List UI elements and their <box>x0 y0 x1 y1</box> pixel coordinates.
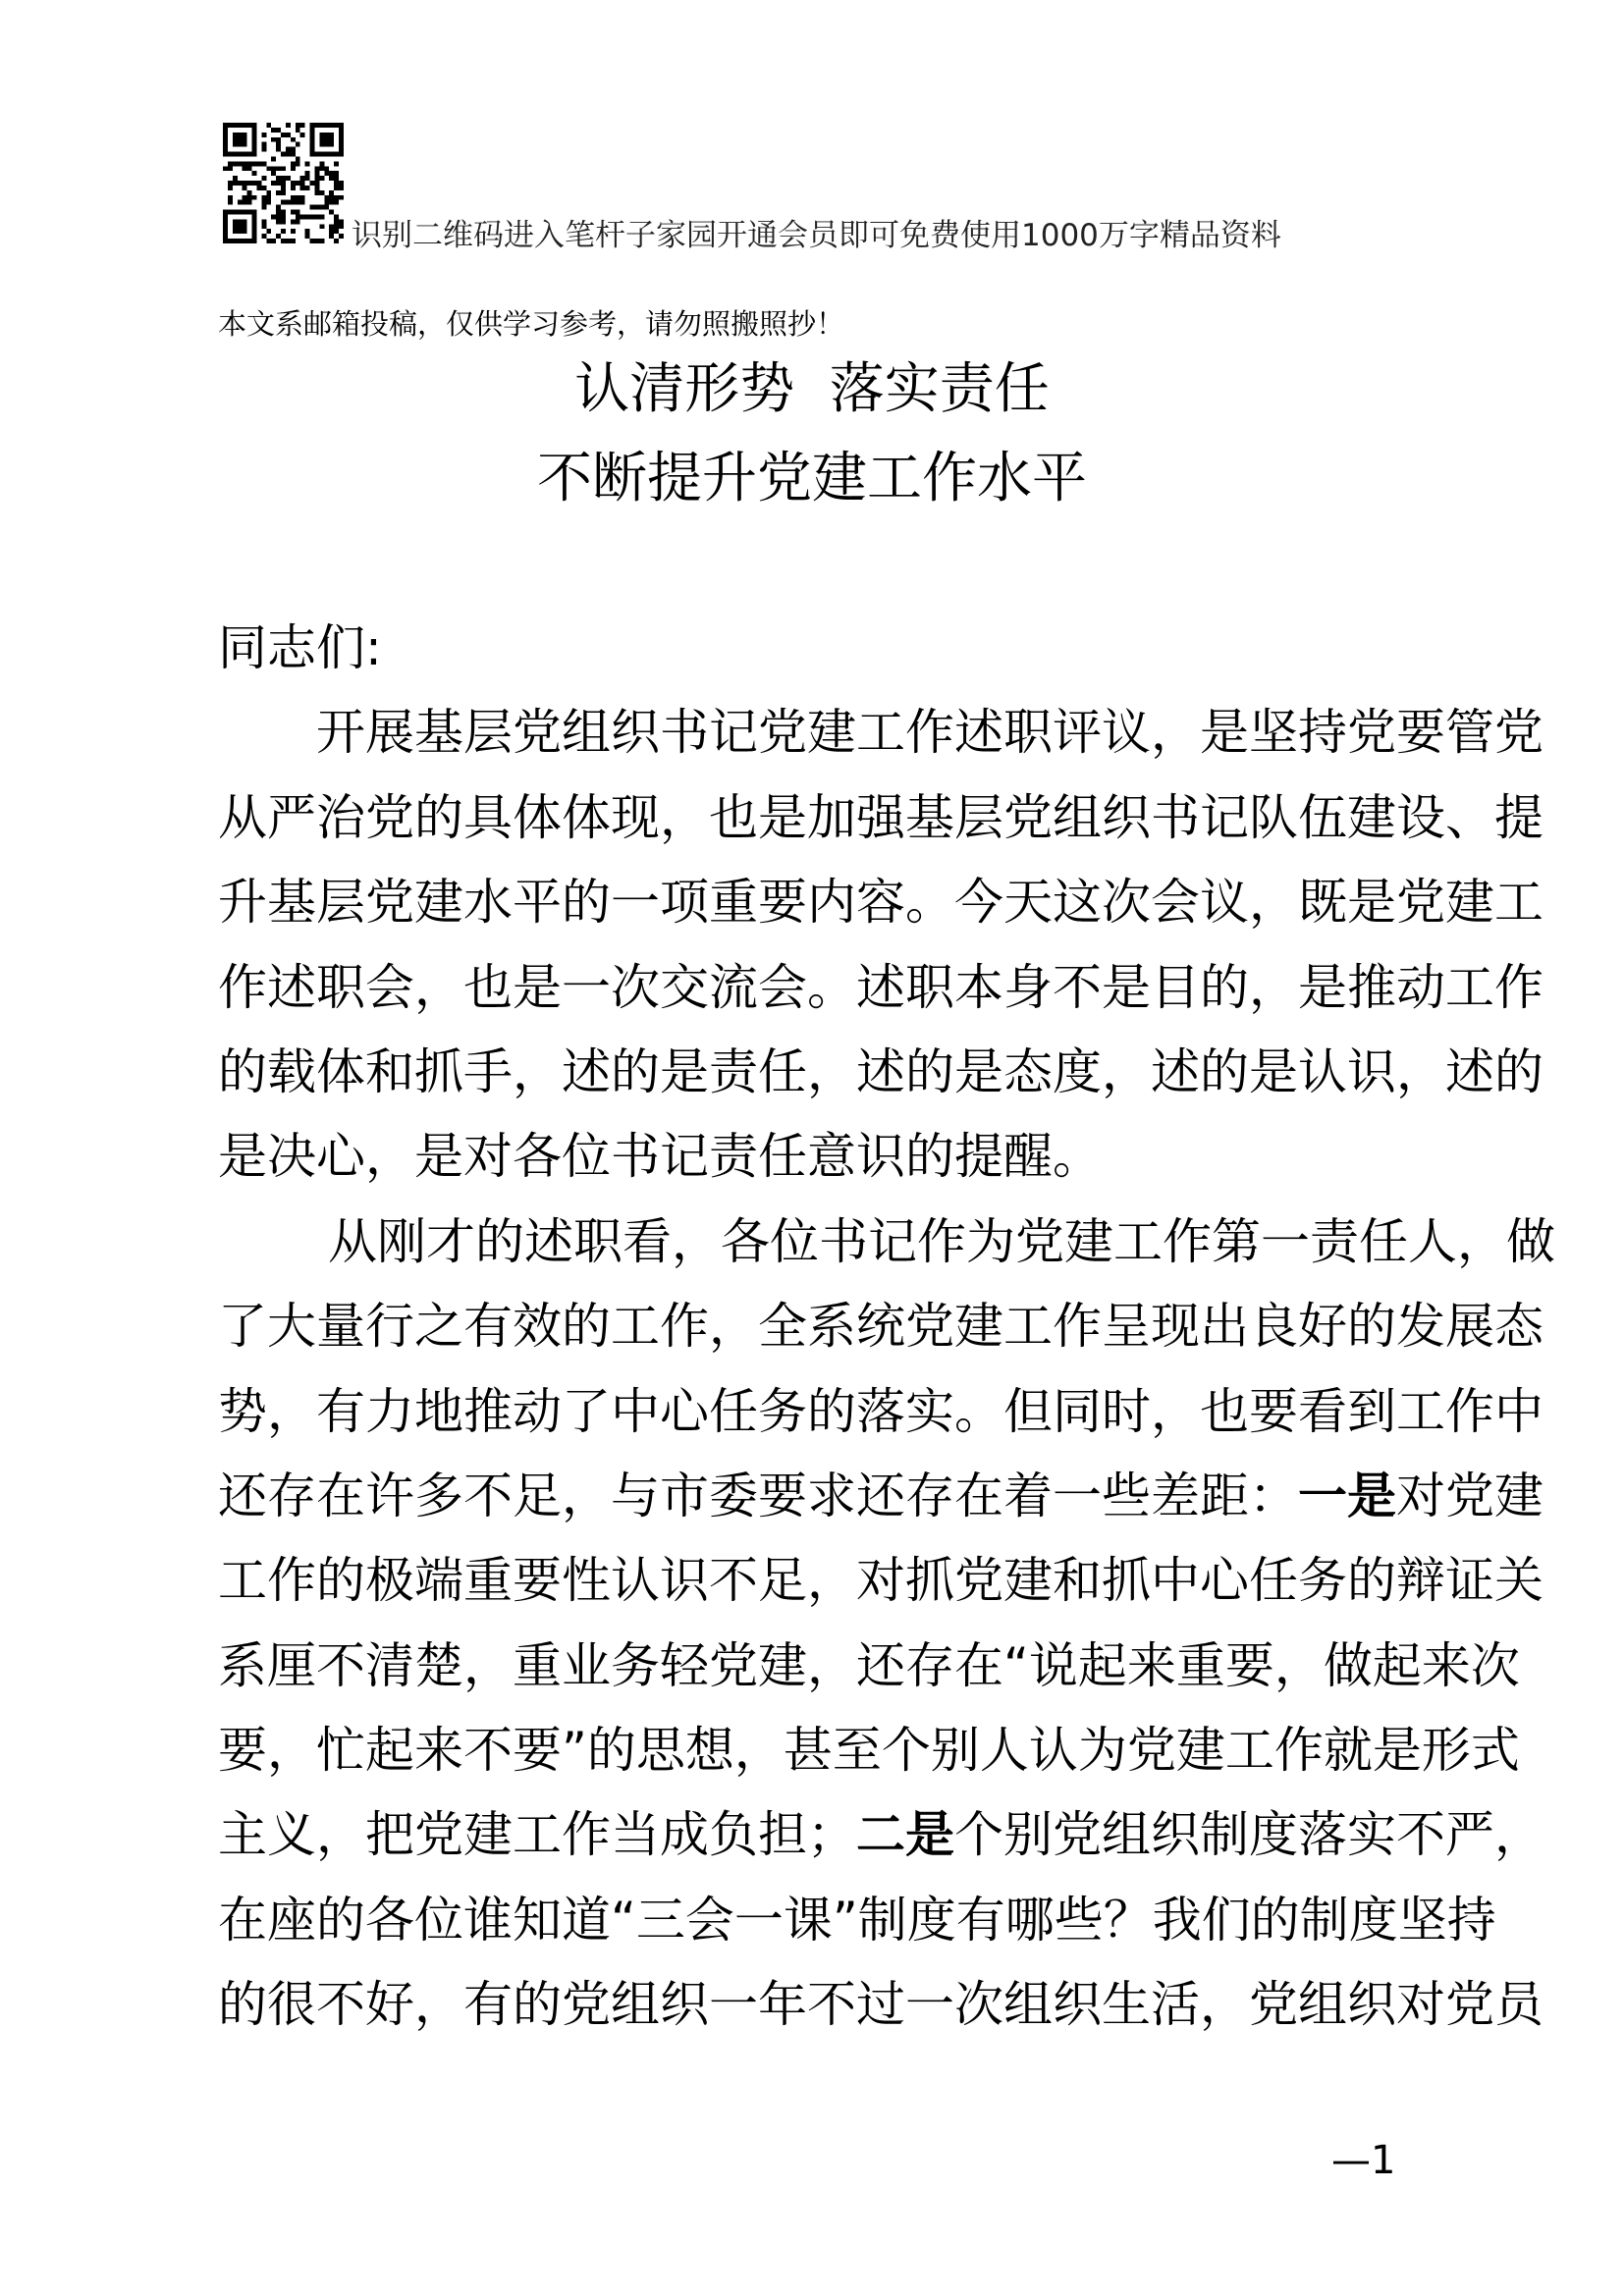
text-run: 从刚才的述职看，各位书记作为党建工作第一责任人，做 <box>328 1212 1555 1270</box>
text-run: 的载体和抓手，述的是责任，述的是态度，述的是认识，述的 <box>218 1042 1543 1100</box>
text-line <box>218 775 1543 860</box>
text-line <box>218 945 1543 1030</box>
text-line <box>218 860 1543 944</box>
submission-notice: 本文系邮箱投稿，仅供学习参考，请勿照搬照抄！ <box>218 307 845 341</box>
qr-code <box>221 123 346 243</box>
text-run: 对党建 <box>1396 1467 1543 1524</box>
text-run: 还存在许多不足，与市委要求还存在着一些差距： <box>218 1467 1298 1524</box>
text-line <box>218 1200 1555 1284</box>
text-line <box>218 1030 1543 1114</box>
greeting: 同志们: <box>218 619 382 676</box>
bold-text: 一是 <box>1298 1467 1396 1524</box>
text-line <box>218 1792 1543 1877</box>
text-run: 要，忙起来不要”的思想，甚至个别人认为党建工作就是形式 <box>218 1722 1520 1780</box>
text-line <box>218 1624 1520 1708</box>
paragraph <box>218 1200 1555 2048</box>
text-run: 在座的各位谁知道“三会一课”制度有哪些？我们的制度坚持 <box>218 1891 1496 1949</box>
page-number: —1 <box>1331 2138 1396 2183</box>
text-run: 个别党组织制度落实不严， <box>954 1806 1543 1864</box>
text-line <box>218 1708 1520 1792</box>
paragraph <box>218 690 1543 1199</box>
text-line <box>218 1114 1429 1199</box>
bold-text: 二是 <box>856 1806 954 1864</box>
text-run: 势，有力地推动了中心任务的落实。但同时，也要看到工作中 <box>218 1382 1543 1440</box>
text-run: 的很不好，有的党组织一年不过一次组织生活，党组织对党员 <box>218 1976 1543 2034</box>
text-run: 是决心，是对各位书记责任意识的提醒。 <box>218 1128 1102 1186</box>
document-title-line-1: 认清形势 落实责任 <box>574 357 1050 421</box>
text-run: 开展基层党组织书记党建工作述职评议，是坚持党要管党 <box>316 704 1543 762</box>
text-run: 了大量行之有效的工作，全系统党建工作呈现出良好的发展态 <box>218 1298 1543 1356</box>
text-run: 作述职会，也是一次交流会。述职本身不是目的，是推动工作 <box>218 958 1543 1016</box>
document-body <box>218 606 1555 2048</box>
text-line <box>218 1962 1543 2047</box>
text-run: 系厘不清楚，重业务轻党建，还存在“说起来重要，做起来次 <box>218 1636 1520 1694</box>
text-run: 升基层党建水平的一项重要内容。今天这次会议，既是党建工 <box>218 874 1543 932</box>
text-line <box>218 1538 1543 1623</box>
text-line <box>218 1369 1543 1454</box>
text-line <box>218 690 1543 774</box>
text-line <box>218 1878 1496 1962</box>
text-run: 主义，把党建工作当成负担； <box>218 1806 856 1864</box>
document-title-line-2: 不断提升党建工作水平 <box>537 447 1087 510</box>
text-run: 从严治党的具体体现，也是加强基层党组织书记队伍建设、提 <box>218 788 1543 846</box>
text-run: 工作的极端重要性认识不足，对抓党建和抓中心任务的辩证关 <box>218 1552 1543 1610</box>
qr-caption: 识别二维码进入笔杆子家园开通会员即可免费使用1000万字精品资料 <box>352 218 1281 253</box>
text-line <box>218 1284 1543 1368</box>
text-line <box>218 1454 1543 1538</box>
